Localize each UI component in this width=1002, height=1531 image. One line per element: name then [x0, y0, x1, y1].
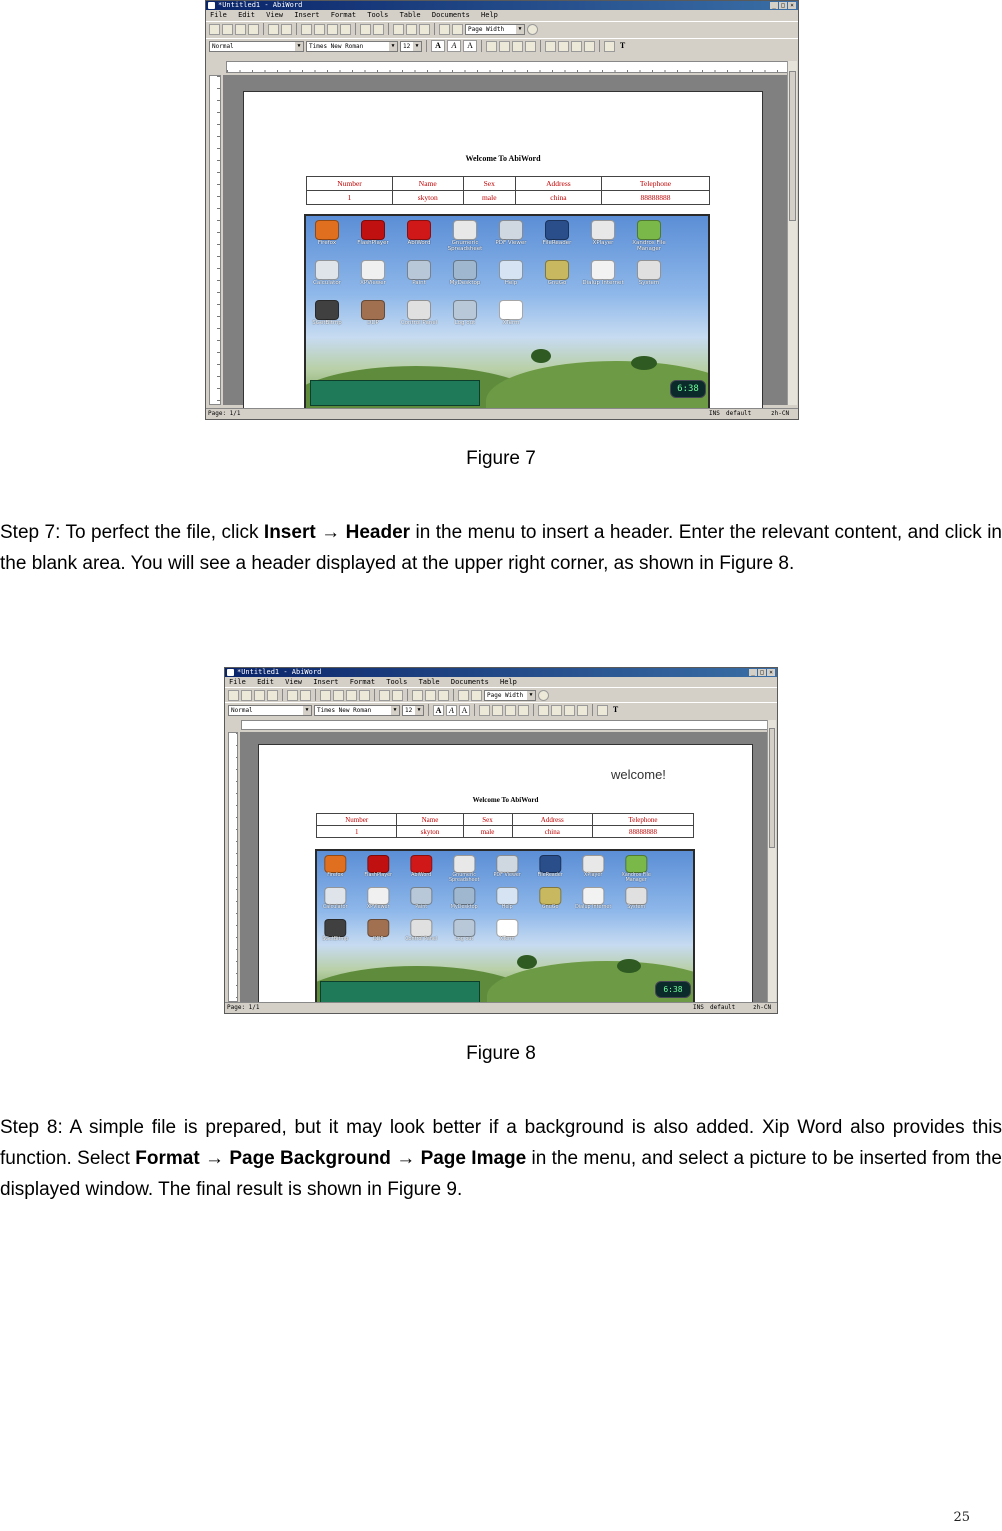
- app-icon: [454, 887, 475, 905]
- app-icon: [626, 855, 647, 873]
- figure8-caption: Figure 8: [466, 1043, 536, 1064]
- align-left-icon[interactable]: [486, 41, 497, 52]
- title-bar: [206, 1, 798, 10]
- zoom-select[interactable]: Page Width ▼: [484, 690, 536, 701]
- desktop-icon-label: XPlayer: [584, 872, 603, 878]
- app-icon: [368, 919, 389, 937]
- status-locale: zh-CN: [771, 410, 790, 417]
- table-cell: china: [515, 191, 601, 205]
- desktop-icon[interactable]: [322, 887, 348, 913]
- style-select[interactable]: Normal ▼: [209, 41, 304, 52]
- size-select[interactable]: 12 ▼: [402, 705, 424, 716]
- header-text: welcome!: [611, 767, 666, 782]
- menu-format[interactable]: Format: [330, 11, 357, 19]
- table-cell: 1: [317, 826, 397, 838]
- desktop-icon-label: Control Panel: [400, 320, 438, 326]
- desktop-icon[interactable]: [623, 855, 649, 881]
- app-icon: [368, 855, 389, 873]
- table-cell: Name: [392, 177, 463, 191]
- text-color-icon[interactable]: T: [612, 704, 619, 714]
- document-title: Welcome To AbiWord: [465, 154, 541, 163]
- font-select[interactable]: Times New Roman ▼: [306, 41, 398, 52]
- menu-edit[interactable]: Edit: [257, 678, 274, 686]
- app-icon: [545, 260, 569, 280]
- desktop-icon[interactable]: [537, 887, 563, 913]
- page-number: 25: [953, 1510, 970, 1525]
- app-icon: [626, 887, 647, 905]
- app-icon: [545, 220, 569, 240]
- desktop-icon-label: System: [638, 280, 660, 286]
- desktop-icon[interactable]: [634, 220, 664, 250]
- desktop-icon[interactable]: [358, 300, 388, 330]
- hyperlink-icon[interactable]: [452, 24, 463, 35]
- insert-image-icon[interactable]: [439, 24, 450, 35]
- help-icon[interactable]: [527, 24, 538, 35]
- table-icon[interactable]: [393, 24, 404, 35]
- menu-documents[interactable]: Documents: [450, 678, 489, 686]
- desktop-icon[interactable]: [542, 260, 572, 290]
- app-icon: [411, 919, 432, 937]
- standard-toolbar: [206, 21, 798, 36]
- desktop-icon[interactable]: [312, 300, 342, 330]
- desktop-icon[interactable]: [404, 220, 434, 250]
- document-table: [306, 176, 710, 205]
- columns-icon[interactable]: [406, 24, 417, 35]
- bold-button[interactable]: A: [431, 40, 445, 52]
- app-icon: [411, 887, 432, 905]
- format-painter-icon[interactable]: [340, 24, 351, 35]
- app-icon: [407, 300, 431, 320]
- copy-icon[interactable]: [314, 24, 325, 35]
- open-icon[interactable]: [222, 24, 233, 35]
- desktop-icon[interactable]: [448, 855, 480, 883]
- desktop-icon[interactable]: [542, 220, 572, 250]
- help-icon[interactable]: [538, 690, 549, 701]
- save-icon[interactable]: [235, 24, 246, 35]
- header-menu-ref: Header: [345, 522, 411, 543]
- app-icon: [454, 855, 475, 873]
- figure7-caption: Figure 7: [466, 448, 536, 469]
- desktop-icon[interactable]: [494, 855, 520, 881]
- zoom-select[interactable]: Page Width ▼: [465, 24, 525, 35]
- app-icon: [361, 300, 385, 320]
- desktop-icon-label: Firefox: [327, 872, 344, 878]
- table-cell: Name: [397, 814, 463, 826]
- format-toolbar: [206, 38, 798, 53]
- app-icon: [361, 220, 385, 240]
- menu-bar: [206, 10, 798, 20]
- app-icon: [325, 919, 346, 937]
- desktop-icon[interactable]: [537, 855, 563, 881]
- table-cell: Telephone: [601, 177, 709, 191]
- desktop-icon-label: Xandros File Manager: [632, 240, 666, 252]
- table-cell: Address: [512, 814, 592, 826]
- table-cell: 1: [307, 191, 393, 205]
- desktop-icon-label: Control Panel: [405, 936, 438, 942]
- highlight-icon[interactable]: [604, 41, 615, 52]
- app-icon: [499, 300, 523, 320]
- horizontal-ruler: [226, 61, 788, 73]
- desktop-icon[interactable]: [634, 260, 664, 290]
- desktop-icon-label: Xandros File Manager: [621, 872, 651, 883]
- document-title: Welcome To AbiWord: [472, 796, 539, 804]
- figure7-screenshot: [205, 0, 799, 420]
- redo-icon[interactable]: [392, 690, 403, 701]
- cut-icon[interactable]: [320, 690, 331, 701]
- status-mode: INS: [709, 410, 720, 417]
- desktop-icon-label: System: [627, 904, 646, 910]
- menu-view[interactable]: View: [285, 678, 303, 686]
- print-icon[interactable]: [268, 24, 279, 35]
- format-toolbar: [225, 702, 777, 717]
- table-cell: china: [512, 826, 592, 838]
- minimize-icon[interactable]: _: [749, 669, 757, 676]
- table-cell: skyton: [392, 191, 463, 205]
- text-color-icon[interactable]: T: [619, 40, 626, 50]
- step8-paragraph: Step 8: A simple file is prepared, but it may look better if a background is also added. Xip Word also provides this function. Select Format → Page Background → Page Image in the menu, and select a picture to be inserted from the displayed window. The final result is shown in Figure 9.: [0, 1117, 1002, 1200]
- desktop-icon-label: AbiWord: [411, 872, 432, 878]
- table-cell: Telephone: [593, 814, 694, 826]
- save-as-icon[interactable]: [267, 690, 278, 701]
- numbering-icon[interactable]: [558, 41, 569, 52]
- table-cell: male: [463, 191, 515, 205]
- desktop-icon[interactable]: [494, 919, 520, 945]
- desktop-icon-label: XPViewer: [360, 280, 386, 286]
- app-icon: [540, 887, 561, 905]
- app-icon: [325, 855, 346, 873]
- app-icon: [591, 260, 615, 280]
- desktop-icon-label: FileReader: [537, 872, 563, 878]
- maximize-icon[interactable]: □: [758, 669, 766, 676]
- desktop-image: [304, 214, 710, 414]
- menu-tools[interactable]: Tools: [367, 11, 389, 19]
- desktop-icon-label: GnuGo: [547, 280, 567, 286]
- align-center-icon[interactable]: [492, 705, 503, 716]
- app-icon: [453, 260, 477, 280]
- status-locale: zh-CN: [753, 1004, 772, 1011]
- desktop-icon-label: Dialup Internet: [575, 904, 612, 910]
- figure8-screenshot: [224, 667, 778, 1014]
- desktop-icon[interactable]: [400, 300, 438, 330]
- desktop-icon-label: MyDesktop: [449, 280, 481, 286]
- close-icon[interactable]: ×: [788, 2, 796, 9]
- app-icon: [315, 220, 339, 240]
- align-right-icon[interactable]: [505, 705, 516, 716]
- new-icon[interactable]: [228, 690, 239, 701]
- app-icon: [591, 220, 615, 240]
- outdent-icon[interactable]: [564, 705, 575, 716]
- desktop-icon-label: Help: [501, 904, 513, 910]
- underline-button[interactable]: A: [459, 705, 470, 716]
- align-justify-icon[interactable]: [518, 705, 529, 716]
- page: [243, 91, 763, 420]
- insert-menu-ref: Insert: [263, 522, 316, 543]
- vertical-scrollbar[interactable]: [767, 720, 776, 1003]
- desktop-icon[interactable]: [312, 260, 342, 290]
- desktop-icon[interactable]: [450, 300, 480, 330]
- desktop-icon-label: AbiWord: [407, 240, 431, 246]
- app-icon: [637, 220, 661, 240]
- menu-insert[interactable]: Insert: [313, 678, 339, 686]
- menu-table[interactable]: Table: [418, 678, 440, 686]
- document-table: [316, 813, 694, 838]
- format-menu-ref: Format: [135, 1148, 200, 1169]
- hyperlink-icon[interactable]: [471, 690, 482, 701]
- table-cell: skyton: [397, 826, 463, 838]
- title-bar: [225, 668, 777, 677]
- status-bar: [206, 408, 798, 419]
- document-canvas: [223, 75, 790, 405]
- desktop-icon[interactable]: [447, 220, 483, 252]
- desktop-icon[interactable]: [404, 260, 434, 290]
- app-icon: [583, 887, 604, 905]
- step7-paragraph: Step 7: To perfect the file, click Insert → Header in the menu to insert a header. Enter the relevant content, and click in the blank area. You will see a header displayed at the upper right corner, as shown in Figure 8.: [0, 522, 1002, 574]
- desktop-icon-label: Log out: [454, 320, 476, 326]
- format-painter-icon[interactable]: [359, 690, 370, 701]
- app-icon: [454, 919, 475, 937]
- print-icon[interactable]: [287, 690, 298, 701]
- desktop-icon[interactable]: [312, 220, 342, 250]
- desktop-icon-label: PDF Viewer: [495, 240, 527, 246]
- app-icon: [361, 260, 385, 280]
- paste-icon[interactable]: [346, 690, 357, 701]
- desktop-icon-label: Calculator: [313, 280, 341, 286]
- open-icon[interactable]: [241, 690, 252, 701]
- desktop-icon[interactable]: [575, 887, 612, 913]
- desktop-icon[interactable]: [322, 919, 348, 945]
- page-background-menu-ref: Page Background: [229, 1148, 391, 1169]
- app-icon: [499, 220, 523, 240]
- new-icon[interactable]: [209, 24, 220, 35]
- desktop-icon[interactable]: [580, 855, 606, 881]
- standard-toolbar: [225, 687, 777, 702]
- desktop-icon-label: FlashPlayer: [357, 240, 389, 246]
- app-icon: [497, 919, 518, 937]
- abiword-logo-icon: [227, 669, 234, 676]
- desktop-icon-label: Gnumeric Spreadsheet: [447, 240, 483, 252]
- app-icon: [368, 887, 389, 905]
- menu-file[interactable]: File: [210, 11, 227, 19]
- app-icon: [499, 260, 523, 280]
- align-justify-icon[interactable]: [525, 41, 536, 52]
- desktop-icon[interactable]: [494, 887, 520, 913]
- status-bar: [225, 1002, 777, 1013]
- bullets-icon[interactable]: [545, 41, 556, 52]
- desktop-icon-label: Calculator: [322, 904, 348, 910]
- save-icon[interactable]: [254, 690, 265, 701]
- table-cell: 88888888: [593, 826, 694, 838]
- desktop-icon-label: DDP: [373, 936, 384, 942]
- status-page: Page: 1/1: [227, 1004, 260, 1011]
- desktop-icon[interactable]: [365, 855, 391, 881]
- image-icon[interactable]: [438, 690, 449, 701]
- menu-insert[interactable]: Insert: [294, 11, 320, 19]
- size-select[interactable]: 12 ▼: [400, 41, 422, 52]
- desktop-icon[interactable]: [496, 260, 526, 290]
- desktop-icon[interactable]: [496, 220, 526, 250]
- cut-icon[interactable]: [301, 24, 312, 35]
- font-select[interactable]: Times New Roman ▼: [314, 705, 400, 716]
- desktop-icon-label: Help: [504, 280, 518, 286]
- vertical-ruler: [228, 732, 238, 1002]
- italic-button[interactable]: A: [446, 705, 457, 716]
- desktop-icon-label: FileReader: [542, 240, 572, 246]
- copy-icon[interactable]: [333, 690, 344, 701]
- desktop-icon-label: XPlayer: [592, 240, 614, 246]
- desktop-icon[interactable]: [408, 855, 434, 881]
- app-icon: [411, 855, 432, 873]
- desktop-icon-label: Paint: [415, 904, 428, 910]
- desktop-image: [315, 849, 695, 1005]
- highlight-icon[interactable]: [597, 705, 608, 716]
- page-image-menu-ref: Page Image: [420, 1148, 527, 1169]
- vertical-scrollbar[interactable]: [787, 61, 797, 405]
- align-right-icon[interactable]: [512, 41, 523, 52]
- green-panel: [320, 981, 480, 1003]
- desktop-icon-label: SGetBitmp: [312, 320, 342, 326]
- app-icon: [407, 260, 431, 280]
- abiword-logo-icon: [208, 2, 215, 9]
- insert-image-icon[interactable]: [458, 690, 469, 701]
- desktop-icon[interactable]: [358, 260, 388, 290]
- desktop-icon[interactable]: [451, 919, 477, 945]
- menu-bar: [225, 677, 777, 687]
- desktop-icon[interactable]: [582, 260, 624, 290]
- table-cell: Address: [515, 177, 601, 191]
- desktop-icon[interactable]: [451, 887, 477, 913]
- spellcheck-icon[interactable]: [281, 24, 292, 35]
- app-icon: [497, 855, 518, 873]
- desktop-icon[interactable]: [358, 220, 388, 250]
- bold-button[interactable]: A: [433, 705, 444, 716]
- menu-tools[interactable]: Tools: [386, 678, 408, 686]
- table-icon[interactable]: [412, 690, 423, 701]
- desktop-icon[interactable]: [405, 919, 438, 945]
- status-page: Page: 1/1: [208, 410, 241, 417]
- desktop-icon-label: FlashPlayer: [364, 872, 393, 878]
- minimize-icon[interactable]: _: [770, 2, 778, 9]
- italic-button[interactable]: A: [447, 40, 461, 52]
- desktop-icon-label: XTerm: [502, 320, 520, 326]
- desktop-icon-label: SGetBitmp: [322, 936, 349, 942]
- table-cell: male: [463, 826, 512, 838]
- paste-icon[interactable]: [327, 24, 338, 35]
- bullets-icon[interactable]: [538, 705, 549, 716]
- underline-button[interactable]: A: [463, 40, 477, 52]
- table-row: [317, 826, 694, 838]
- page: [258, 744, 753, 1014]
- menu-help[interactable]: Help: [500, 678, 517, 686]
- app-icon: [315, 260, 339, 280]
- indent-icon[interactable]: [577, 705, 588, 716]
- menu-format[interactable]: Format: [349, 678, 376, 686]
- table-cell: Sex: [463, 814, 512, 826]
- desktop-icon[interactable]: [496, 300, 526, 330]
- app-icon: [583, 855, 604, 873]
- clock-display: 6:38: [655, 981, 691, 998]
- desktop-icon[interactable]: [450, 260, 480, 290]
- desktop-icon-label: GnuGo: [541, 904, 559, 910]
- menu-documents[interactable]: Documents: [431, 11, 470, 19]
- table-cell: Number: [307, 177, 393, 191]
- align-left-icon[interactable]: [479, 705, 490, 716]
- desktop-icon-label: MyDesktop: [450, 904, 478, 910]
- spellcheck-icon[interactable]: [300, 690, 311, 701]
- desktop-icon-label: Gnumeric Spreadsheet: [448, 872, 480, 883]
- table-header-row: [307, 177, 710, 191]
- desktop-icon-label: PDF Viewer: [493, 872, 521, 878]
- status-mode: INS: [693, 1004, 704, 1011]
- table-row: [307, 191, 710, 205]
- app-icon: [540, 855, 561, 873]
- status-default: default: [710, 1004, 736, 1011]
- app-icon: [407, 220, 431, 240]
- menu-table[interactable]: Table: [399, 11, 421, 19]
- desktop-icon[interactable]: [365, 887, 391, 913]
- vertical-ruler: [209, 75, 221, 405]
- maximize-icon[interactable]: □: [779, 2, 787, 9]
- app-icon: [453, 300, 477, 320]
- undo-icon[interactable]: [360, 24, 371, 35]
- window-title: *Untitled1 - AbiWord: [218, 1, 303, 9]
- menu-edit[interactable]: Edit: [238, 11, 255, 19]
- desktop-icon[interactable]: [588, 220, 618, 250]
- numbering-icon[interactable]: [551, 705, 562, 716]
- app-icon: [637, 260, 661, 280]
- status-default: default: [726, 410, 752, 417]
- desktop-icon[interactable]: [322, 855, 348, 881]
- indent-icon[interactable]: [584, 41, 595, 52]
- close-icon[interactable]: ×: [767, 669, 775, 676]
- green-panel: [310, 380, 480, 406]
- desktop-icon-label: Paint: [412, 280, 426, 286]
- menu-view[interactable]: View: [266, 11, 284, 19]
- app-icon: [453, 220, 477, 240]
- columns-icon[interactable]: [425, 690, 436, 701]
- menu-file[interactable]: File: [229, 678, 246, 686]
- redo-icon[interactable]: [373, 24, 384, 35]
- desktop-icon-label: XPViewer: [366, 904, 390, 910]
- undo-icon[interactable]: [379, 690, 390, 701]
- document-canvas: [240, 732, 768, 1003]
- app-icon: [315, 300, 339, 320]
- table-cell: Sex: [463, 177, 515, 191]
- desktop-icon-label: XTerm: [499, 936, 515, 942]
- desktop-icon-label: Firefox: [317, 240, 337, 246]
- table-cell: 88888888: [601, 191, 709, 205]
- table-cell: Number: [317, 814, 397, 826]
- menu-help[interactable]: Help: [481, 11, 498, 19]
- desktop-icon[interactable]: [408, 887, 434, 913]
- app-icon: [497, 887, 518, 905]
- align-center-icon[interactable]: [499, 41, 510, 52]
- clock-display: 6:38: [670, 380, 706, 398]
- save-as-icon[interactable]: [248, 24, 259, 35]
- desktop-icon-label: DDP: [367, 320, 379, 326]
- app-icon: [325, 887, 346, 905]
- window-title: *Untitled1 - AbiWord: [237, 668, 322, 676]
- table-header-row: [317, 814, 694, 826]
- image-icon[interactable]: [419, 24, 430, 35]
- horizontal-ruler: [241, 720, 771, 730]
- desktop-icon-label: Dialup Internet: [582, 280, 624, 286]
- style-select[interactable]: Normal ▼: [228, 705, 312, 716]
- desktop-icon-label: Log out: [455, 936, 474, 942]
- desktop-icon[interactable]: [623, 887, 649, 913]
- outdent-icon[interactable]: [571, 41, 582, 52]
- desktop-icon[interactable]: [365, 919, 391, 945]
